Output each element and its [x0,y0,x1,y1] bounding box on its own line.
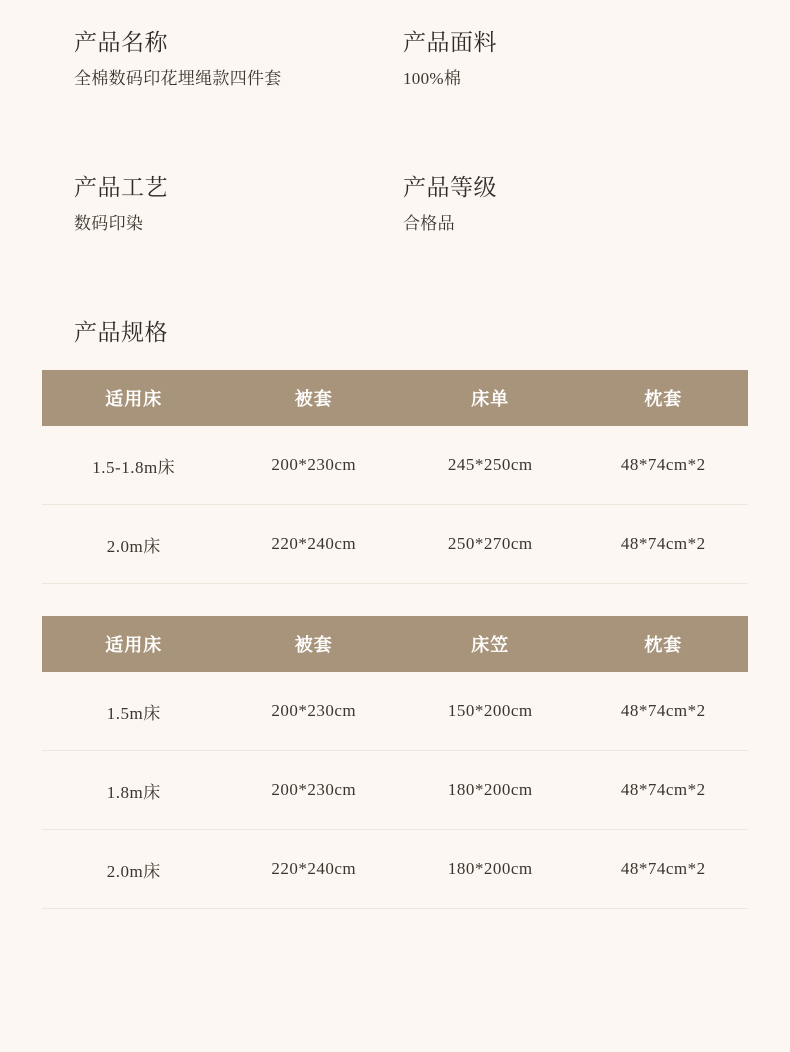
table-body [42,672,748,909]
table-cell: 250*270cm [402,505,579,584]
table-cell: 180*200cm [402,830,579,909]
table-header-row [42,370,748,426]
table-cell: 2.0m床 [42,505,225,584]
table-cell: 200*230cm [225,672,402,751]
table-header-cell: 床笠 [402,616,579,672]
table-body [42,426,748,584]
table-cell: 48*74cm*2 [578,751,748,830]
table-header-cell: 被套 [225,370,402,426]
table-row [42,426,748,505]
table-cell: 2.0m床 [42,830,225,909]
table-row [42,672,748,751]
specification-table-fittedsheet [42,616,748,909]
table-cell: 1.5-1.8m床 [42,426,225,505]
table-row [42,751,748,830]
table-cell: 220*240cm [225,505,402,584]
attribute-title: 产品名称 [74,30,168,55]
attribute-product-name [42,28,395,91]
attribute-value: 数码印染 [74,214,144,233]
table-header-cell: 适用床 [42,370,225,426]
attribute-product-fabric [395,28,748,91]
table-header-cell: 适用床 [42,616,225,672]
attribute-value: 合格品 [403,214,455,233]
table-header-cell: 枕套 [578,370,748,426]
attribute-value: 100%棉 [403,69,462,88]
table-cell: 245*250cm [402,426,579,505]
table-header [42,616,748,672]
table-cell: 48*74cm*2 [578,672,748,751]
table-header-cell: 被套 [225,616,402,672]
attribute-row-2 [42,173,748,236]
attribute-product-craft [42,173,395,236]
table-header-row [42,616,748,672]
table-cell: 200*230cm [225,751,402,830]
table-cell: 48*74cm*2 [578,830,748,909]
attribute-title: 产品等级 [403,175,497,200]
table-cell: 48*74cm*2 [578,426,748,505]
table-cell: 220*240cm [225,830,402,909]
table-header-cell: 床单 [402,370,579,426]
table-cell: 1.5m床 [42,672,225,751]
product-detail-page [0,28,790,1052]
specification-table-bedsheet [42,370,748,584]
attribute-value: 全棉数码印花埋绳款四件套 [74,69,282,88]
table-row [42,505,748,584]
table-header-cell: 枕套 [578,616,748,672]
table-cell: 200*230cm [225,426,402,505]
attribute-product-grade [395,173,748,236]
attribute-title: 产品工艺 [74,175,168,200]
table-cell: 1.8m床 [42,751,225,830]
section-title-specifications: 产品规格 [74,320,168,345]
attribute-title: 产品面料 [403,30,497,55]
table-cell: 150*200cm [402,672,579,751]
table-cell: 48*74cm*2 [578,505,748,584]
table-cell: 180*200cm [402,751,579,830]
table-row [42,830,748,909]
attribute-row-1 [42,28,748,91]
table-header [42,370,748,426]
